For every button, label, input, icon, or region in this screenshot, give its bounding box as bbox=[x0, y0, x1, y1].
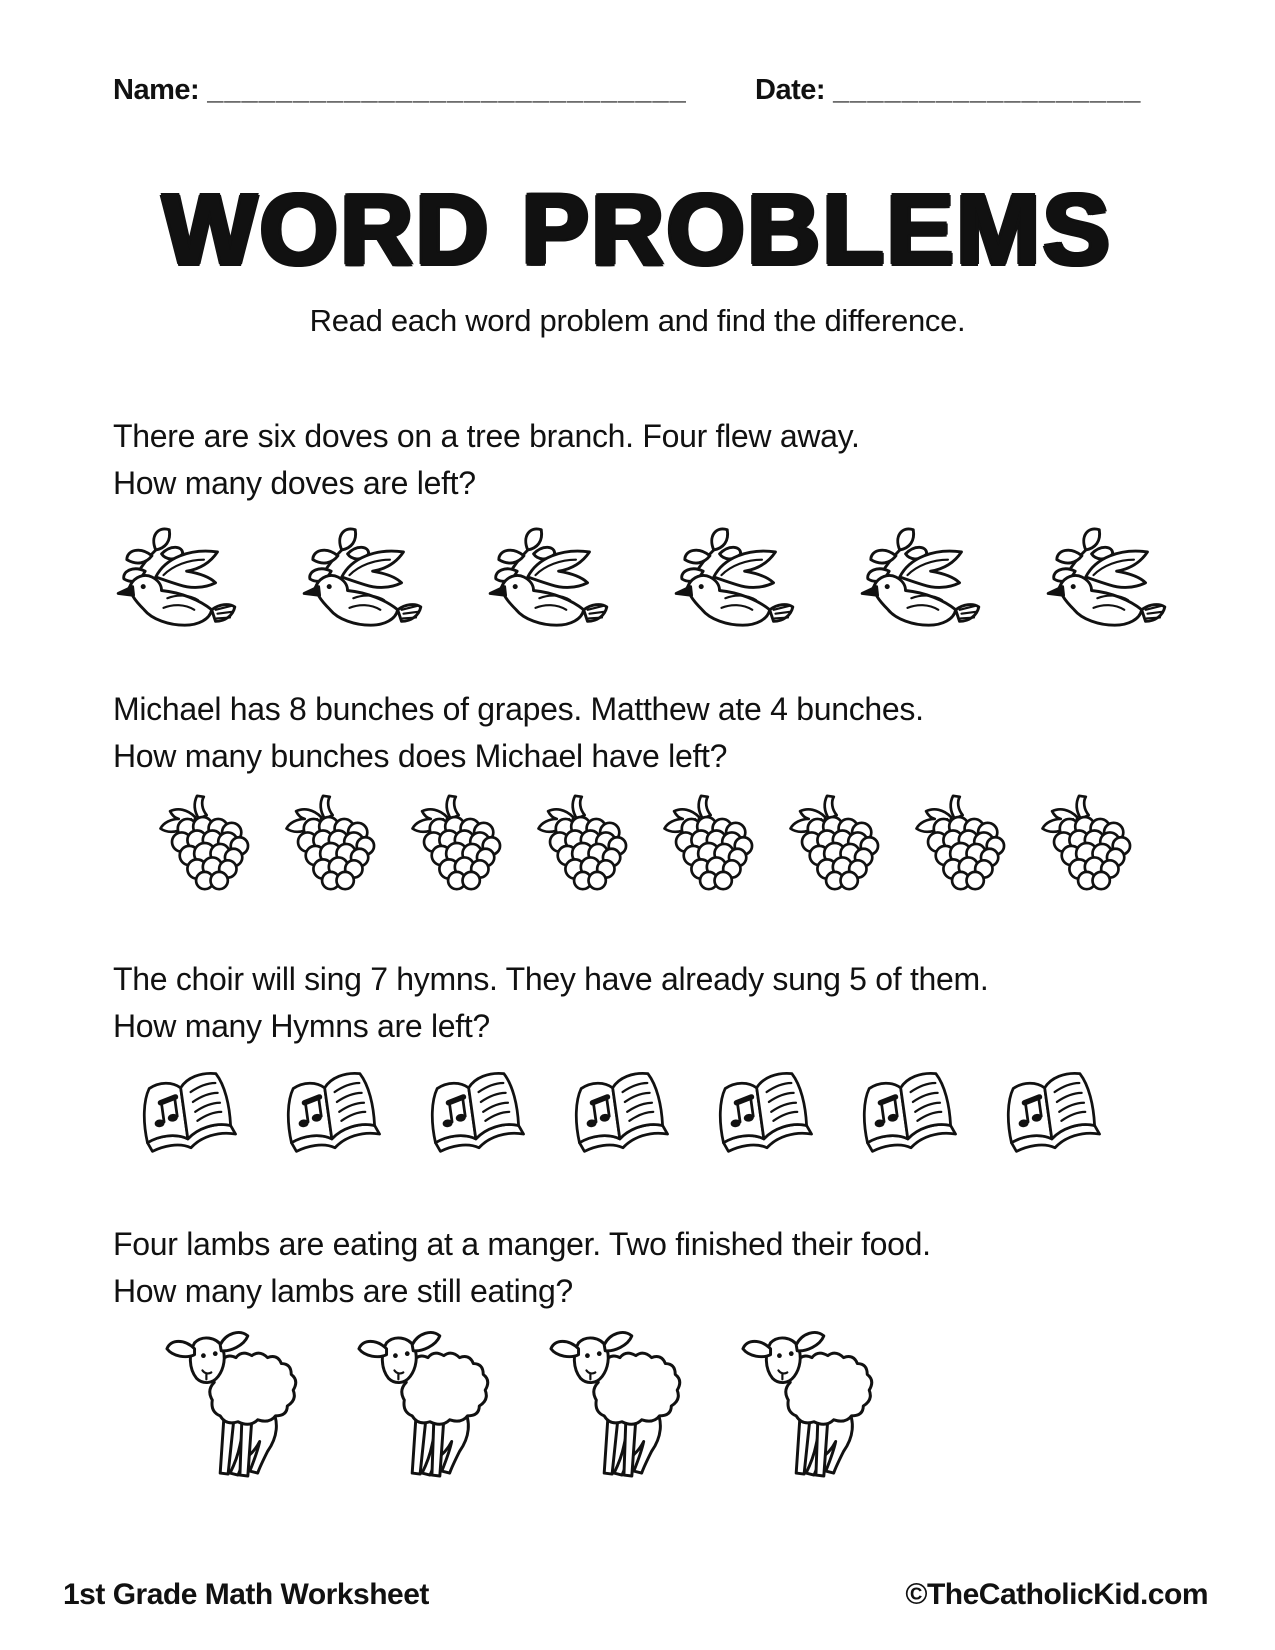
problem-3 bbox=[113, 956, 1235, 1158]
grapes-icon bbox=[519, 792, 633, 894]
date-label: Date: bbox=[755, 74, 826, 106]
lamb-icon bbox=[353, 1325, 501, 1483]
problem-4-line2: How many lambs are still eating? bbox=[113, 1273, 573, 1309]
problem-1 bbox=[113, 413, 1235, 631]
lamb-icon bbox=[545, 1325, 693, 1483]
problem-2-line1: Michael has 8 bunches of grapes. Matthew ate 4 bunches. bbox=[113, 691, 924, 727]
grapes-icon bbox=[267, 792, 381, 894]
grapes-icon bbox=[771, 792, 885, 894]
problem-3-line2: How many Hymns are left? bbox=[113, 1008, 490, 1044]
problem-3-icon-row bbox=[113, 1068, 1235, 1158]
dove-icon bbox=[1043, 523, 1169, 631]
lamb-icon bbox=[161, 1325, 309, 1483]
name-label: Name: bbox=[113, 74, 200, 106]
page-subtitle: Read each word problem and find the difference. bbox=[309, 303, 966, 338]
grapes-icon bbox=[141, 792, 255, 894]
hymnal-icon bbox=[561, 1068, 677, 1158]
dove-icon bbox=[857, 523, 983, 631]
hymnal-icon bbox=[129, 1068, 245, 1158]
name-blank-line: ____________________________ bbox=[207, 74, 687, 106]
grapes-icon bbox=[1023, 792, 1137, 894]
date-field bbox=[755, 74, 1141, 107]
problem-1-text bbox=[113, 413, 1235, 507]
problem-4-line1: Four lambs are eating at a manger. Two finished their food. bbox=[113, 1226, 931, 1262]
hymnal-icon bbox=[273, 1068, 389, 1158]
problem-4-text bbox=[113, 1221, 1235, 1315]
problem-2-line2: How many bunches does Michael have left? bbox=[113, 738, 728, 774]
problem-2 bbox=[113, 686, 1235, 894]
problem-1-line2: How many doves are left? bbox=[113, 465, 476, 501]
dove-icon bbox=[671, 523, 797, 631]
problem-2-text bbox=[113, 686, 1235, 780]
dove-icon bbox=[485, 523, 611, 631]
problem-1-line1: There are six doves on a tree branch. Four flew away. bbox=[113, 418, 860, 454]
hymnal-icon bbox=[705, 1068, 821, 1158]
problem-1-icon-row bbox=[113, 523, 1235, 631]
problem-3-text bbox=[113, 956, 1235, 1050]
name-field bbox=[113, 74, 687, 107]
dove-icon bbox=[299, 523, 425, 631]
grapes-icon bbox=[393, 792, 507, 894]
hymnal-icon bbox=[849, 1068, 965, 1158]
problem-4 bbox=[113, 1221, 1235, 1483]
problem-3-line1: The choir will sing 7 hymns. They have already sung 5 of them. bbox=[113, 961, 989, 997]
hymnal-icon bbox=[417, 1068, 533, 1158]
problem-2-icon-row bbox=[113, 792, 1235, 894]
date-blank-line: __________________ bbox=[833, 74, 1142, 106]
hymnal-icon bbox=[993, 1068, 1109, 1158]
dove-icon bbox=[113, 523, 239, 631]
grapes-icon bbox=[897, 792, 1011, 894]
grapes-icon bbox=[645, 792, 759, 894]
header-row bbox=[113, 74, 1165, 114]
problem-4-icon-row bbox=[113, 1325, 1235, 1483]
lamb-icon bbox=[737, 1325, 885, 1483]
footer-copyright: ©TheCatholicKid.com bbox=[905, 1578, 1208, 1611]
footer-grade-label: 1st Grade Math Worksheet bbox=[63, 1578, 429, 1611]
page-title: WORD PROBLEMS bbox=[162, 174, 1113, 286]
